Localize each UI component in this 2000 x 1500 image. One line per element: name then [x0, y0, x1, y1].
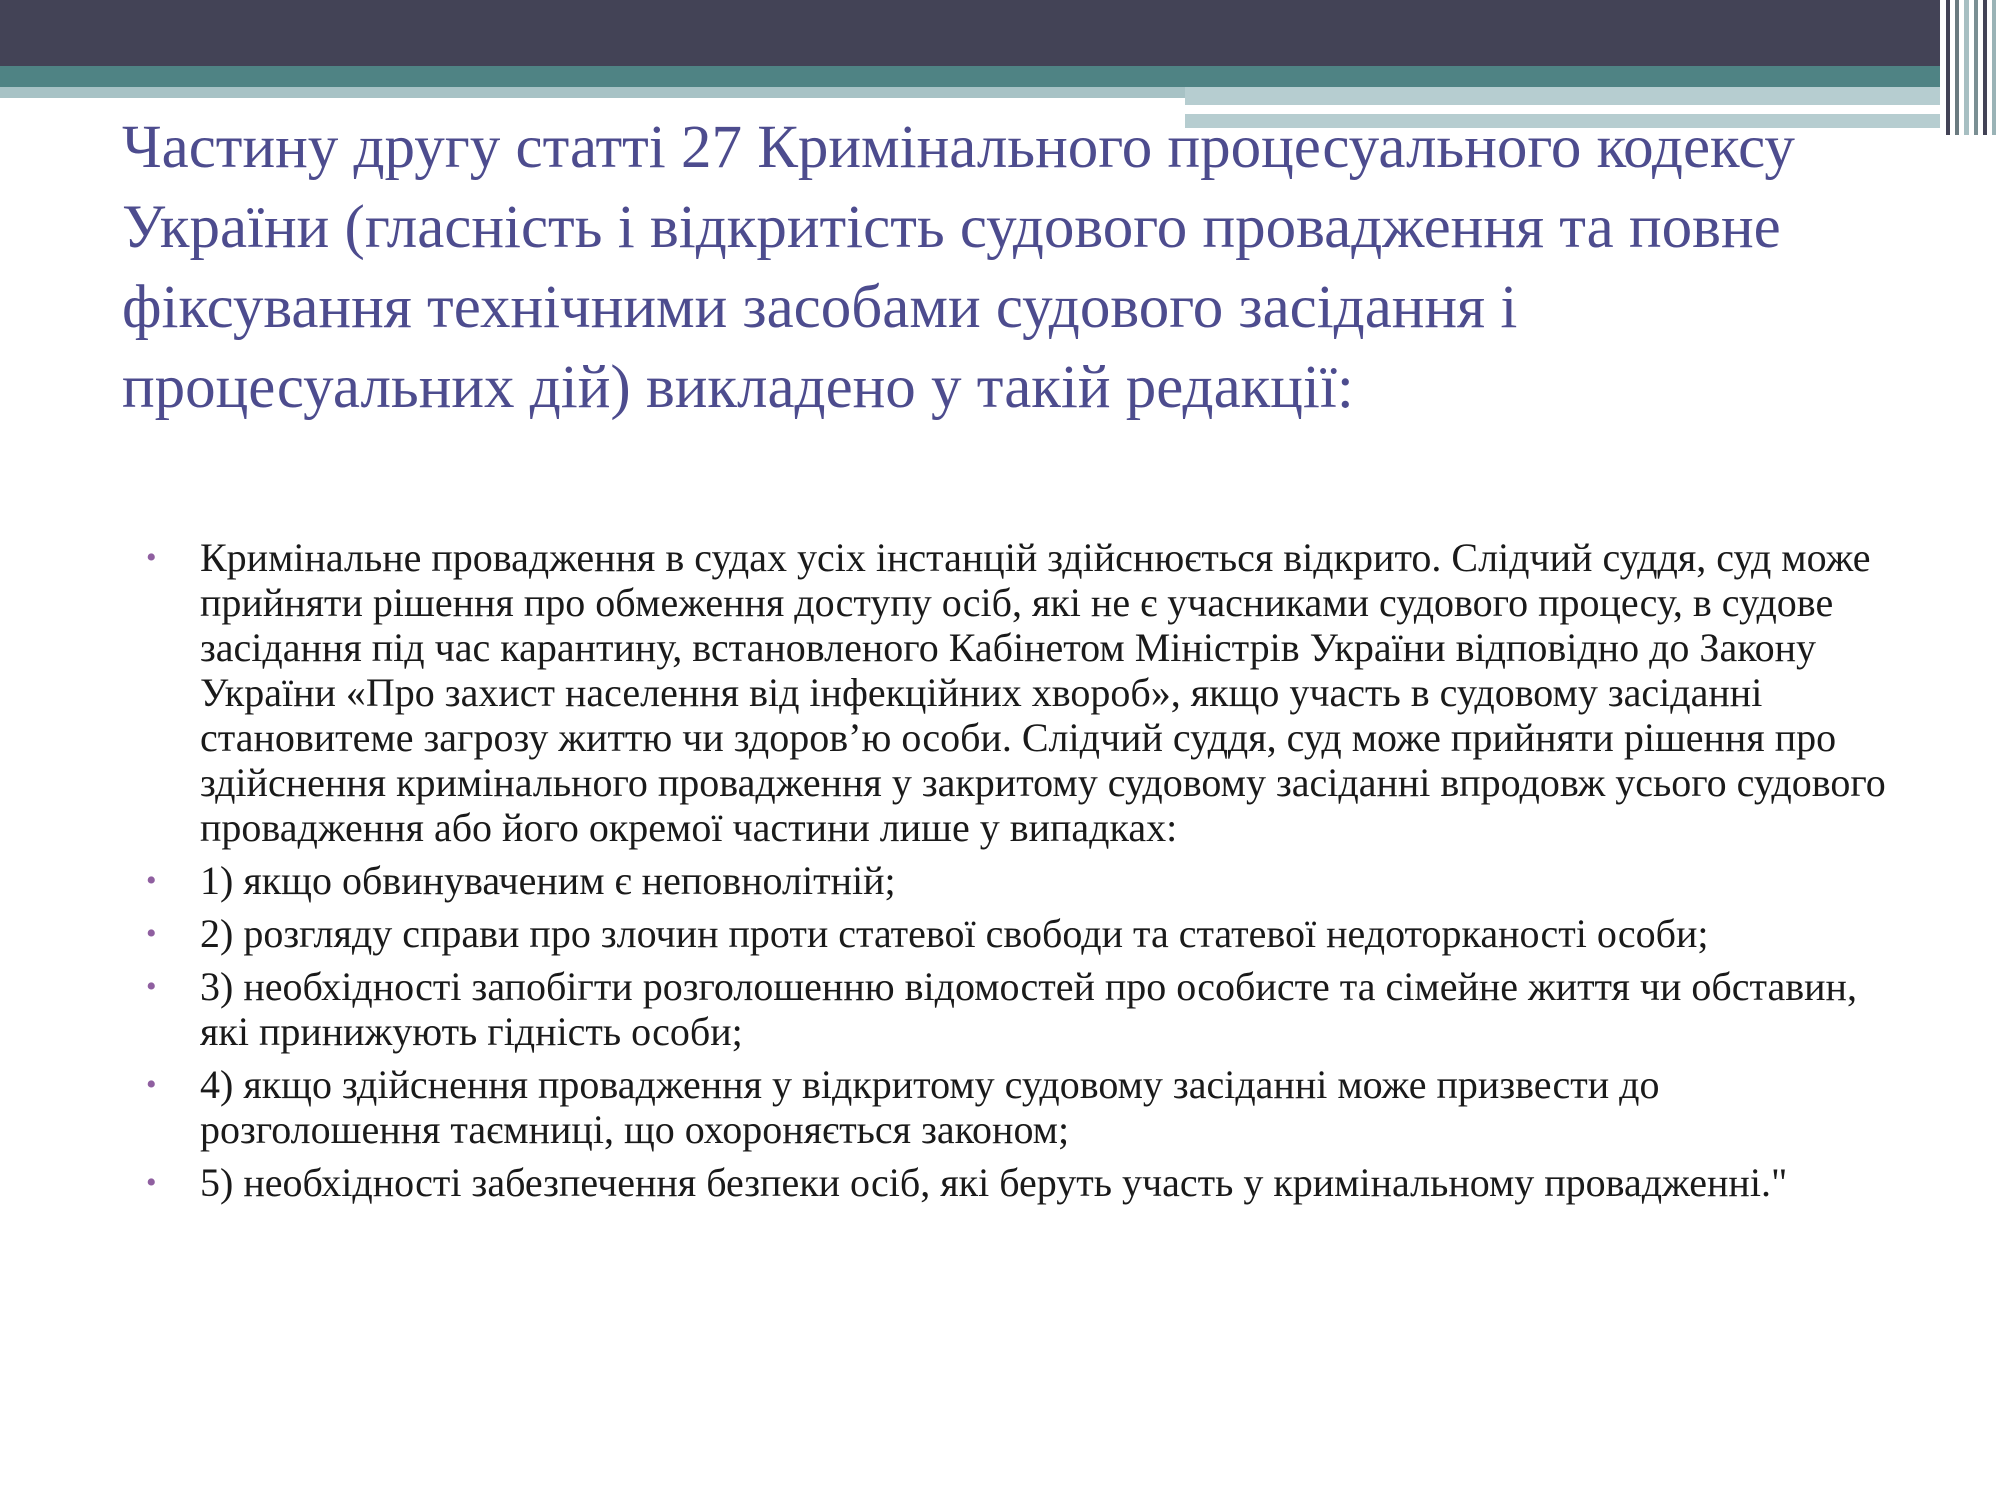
- bullet-icon: •: [146, 864, 157, 897]
- decorative-vertical-stripes: [1940, 0, 2000, 135]
- list-item-text: 2) розгляду справи про злочин проти статевої свободи та статевої недоторканості особи;: [200, 911, 1709, 956]
- bullet-list: [146, 535, 1886, 1213]
- list-item-text: 4) якщо здійснення провадження у відкритому судовому засіданні може призвести до розголошення таємниці, що охороняється законом;: [200, 1062, 1660, 1152]
- header-band-dark: [0, 0, 1940, 66]
- list-item-text: 3) необхідності запобігти розголошенню відомостей про особисте та сімейне життя чи обставин, які принижують гідність особи;: [200, 964, 1857, 1054]
- bullet-icon: •: [146, 541, 157, 574]
- list-item-text: 5) необхідності забезпечення безпеки осіб, які беруть участь у кримінальному провадженні.": [200, 1160, 1788, 1205]
- bullet-icon: •: [146, 917, 157, 950]
- header-band-light-right: [1185, 87, 1940, 105]
- list-item: [146, 1160, 1886, 1205]
- header-band-teal: [0, 66, 1940, 87]
- list-item-text: 1) якщо обвинуваченим є неповнолітній;: [200, 858, 896, 903]
- list-item: [146, 964, 1886, 1054]
- header-band-light-left: [0, 87, 1185, 98]
- slide-title: Частину другу статті 27 Кримінального процесуального кодексу України (гласність і відкритість судового провадження та повне фіксування технічними засобами судового засідання і процесуальних дій) викладено у такій редакції:: [122, 114, 1795, 421]
- list-item: [146, 911, 1886, 956]
- list-item: [146, 535, 1886, 850]
- bullet-icon: •: [146, 1068, 157, 1101]
- list-item-text: Кримінальне провадження в судах усіх інстанцій здійснюється відкрито. Слідчий суддя, суд може прийняти рішення про обмеження доступу осіб, які не є учасниками судового процесу, в судове засідання під час карантину, встановленого Кабінетом Міністрів України відповідно до Закону України «Про захист населення від інфекційних хвороб», якщо участь в судовому засіданні становитеме загрозу життю чи здоров’ю особи. Слідчий суддя, суд може прийняти рішення про здійснення кримінального провадження у закритому судовому засіданні впродовж усього судового провадження або його окремої частини лише у випадках:: [200, 535, 1886, 850]
- bullet-icon: •: [146, 1166, 157, 1199]
- list-item: [146, 858, 1886, 903]
- bullet-icon: •: [146, 970, 157, 1003]
- list-item: [146, 1062, 1886, 1152]
